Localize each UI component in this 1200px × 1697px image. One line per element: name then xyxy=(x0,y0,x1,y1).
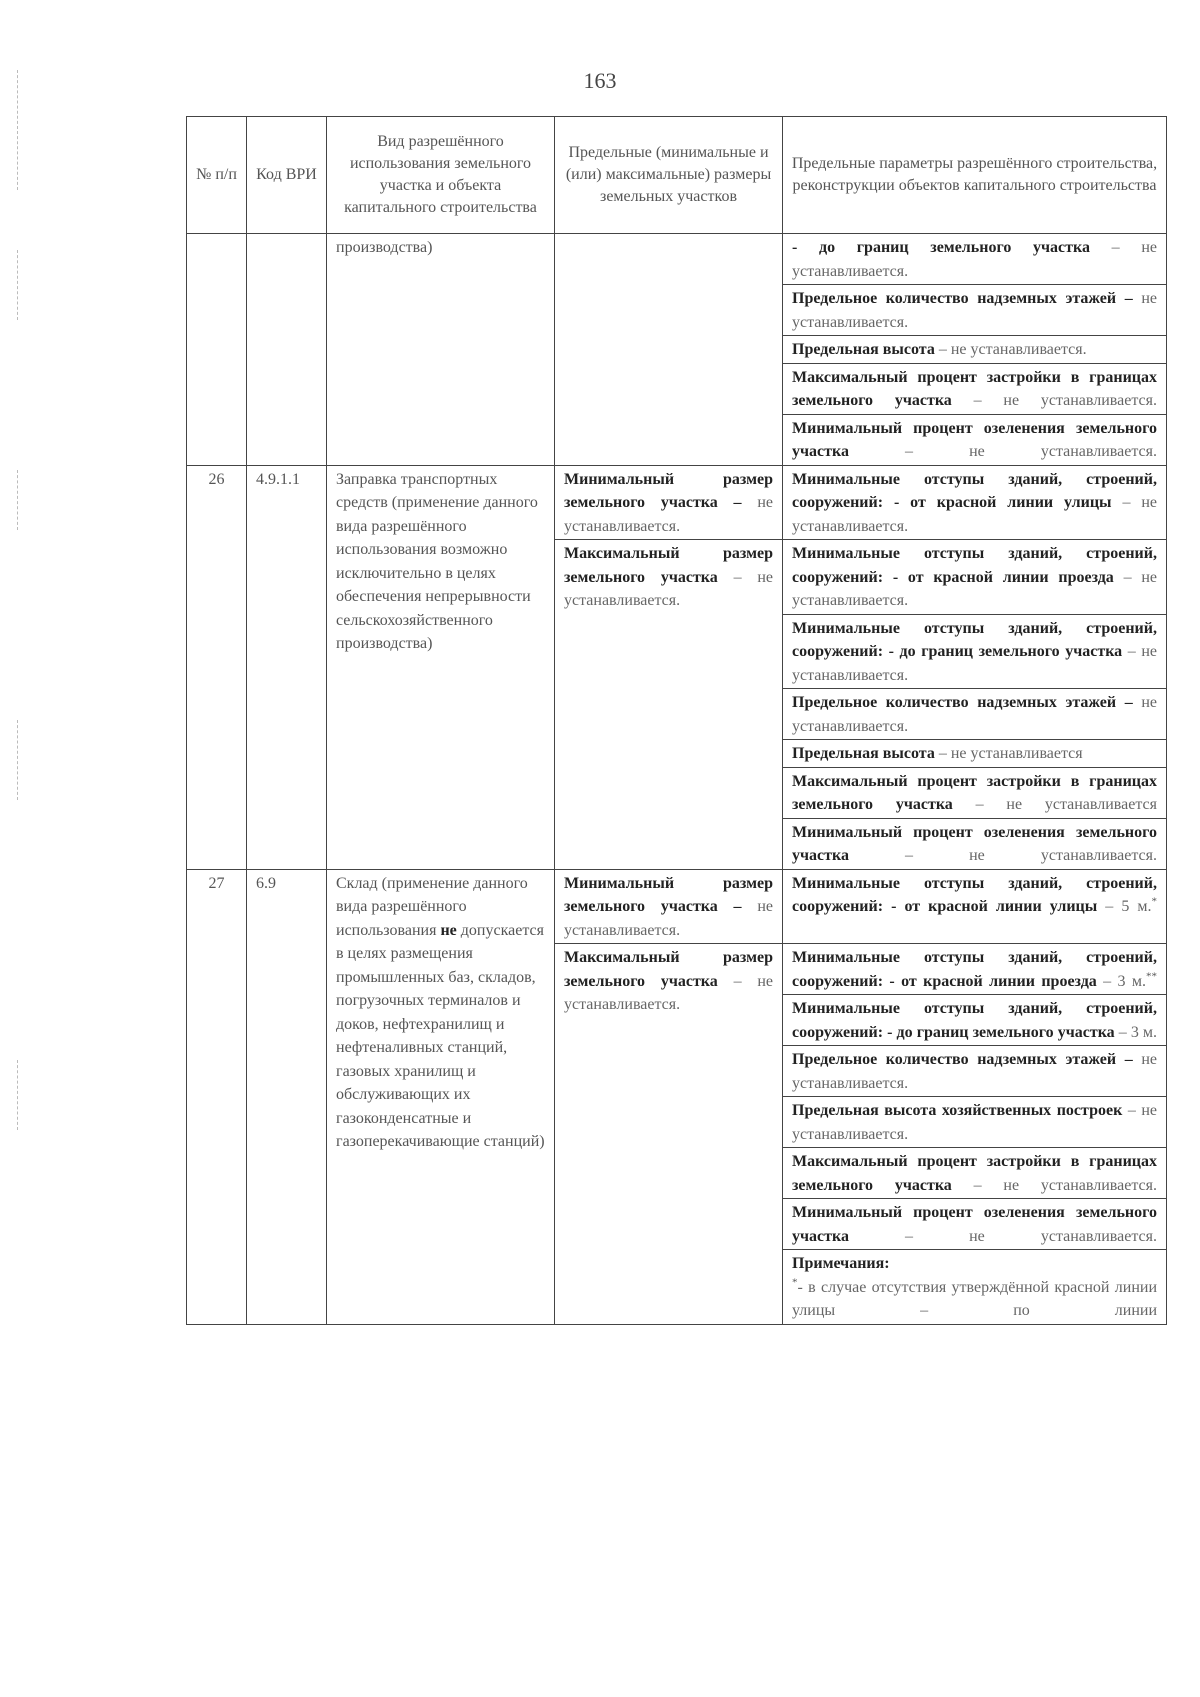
notes-title: Примечания: xyxy=(792,1255,890,1272)
cont-code xyxy=(247,234,327,466)
param-cell: Минимальные отступы зданий, строений, сооружений: - от красной линии улицы – 5 м.* xyxy=(783,869,1167,944)
row26-kind: Заправка транспортных средств (применение данного вида разрешённого использования возможно исключительно в целях обеспечения непрерывности сельскохозяйственного производства) xyxy=(327,465,555,869)
row26-num: 26 xyxy=(187,465,247,869)
param-cell: Предельное количество надземных этажей – не устанавливается. xyxy=(783,689,1167,740)
param-cell: Предельное количество надземных этажей – не устанавливается. xyxy=(783,285,1167,336)
header-kind: Вид разрешённого использования земельного участка и объекта капитального строительства xyxy=(327,117,555,234)
param-cell: Максимальный процент застройки в границах земельного участка – не устанавливается. xyxy=(783,363,1167,414)
scan-margin-mark xyxy=(17,250,18,320)
param-cell: Минимальный процент озеленения земельного участка – не устанавливается. xyxy=(783,1199,1167,1250)
param-cell: Максимальный процент застройки в границах земельного участка – не устанавливается. xyxy=(783,1148,1167,1199)
param-cell: Предельная высота хозяйственных построек – не устанавливается. xyxy=(783,1097,1167,1148)
param-cell: Минимальный процент озеленения земельного участка – не устанавливается. xyxy=(783,818,1167,869)
param-cell: - до границ земельного участка – не устанавливается. xyxy=(783,234,1167,285)
scan-margin-mark xyxy=(17,1060,18,1130)
scan-margin-mark xyxy=(17,70,18,190)
header-params: Предельные параметры разрешённого строительства, реконструкции объектов капитального строительства xyxy=(783,117,1167,234)
row26-size-max: Максимальный размер земельного участка – не устанавливается. xyxy=(555,540,783,870)
header-num: № п/п xyxy=(187,117,247,234)
row27-size-min: Минимальный размер земельного участка – не устанавливается. xyxy=(555,869,783,944)
table-row xyxy=(187,234,1167,285)
regulations-table xyxy=(186,116,1167,1325)
table-row xyxy=(187,869,1167,944)
row26-size-min: Минимальный размер земельного участка – не устанавливается. xyxy=(555,465,783,540)
scan-margin-mark xyxy=(17,470,18,530)
param-cell: Предельная высота – не устанавливается xyxy=(783,740,1167,768)
notes-text: - в случае отсутствия утверждённой красной линии улицы – по линии xyxy=(792,1278,1157,1319)
header-code: Код ВРИ xyxy=(247,117,327,234)
param-cell: Максимальный процент застройки в границах земельного участка – не устанавливается xyxy=(783,767,1167,818)
param-cell: Минимальные отступы зданий, строений, сооружений: - от красной линии проезда – не устанавливается. xyxy=(783,540,1167,615)
param-cell: Минимальные отступы зданий, строений, сооружений: - от красной линии улицы – не устанавливается. xyxy=(783,465,1167,540)
table-header-row xyxy=(187,117,1167,234)
notes-cell: Примечания: *- в случае отсутствия утверждённой красной линии улицы – по линии xyxy=(783,1250,1167,1325)
cont-sizes xyxy=(555,234,783,466)
row27-kind: Склад (применение данного вида разрешённого использования не допускается в целях размещения промышленных баз, складов, погрузочных терминалов и доков, нефтехранилищ и нефтеналивных станций, газовых хранилищ и обслуживающих их газоконденсатные и газоперекачивающие станций) xyxy=(327,869,555,1324)
param-cell: Минимальные отступы зданий, строений, сооружений: - до границ земельного участка – не устанавливается. xyxy=(783,614,1167,689)
cont-num xyxy=(187,234,247,466)
row27-num: 27 xyxy=(187,869,247,1324)
row26-code: 4.9.1.1 xyxy=(247,465,327,869)
param-cell: Минимальные отступы зданий, строений, сооружений: - от красной линии проезда – 3 м.** xyxy=(783,944,1167,995)
param-cell: Предельное количество надземных этажей – не устанавливается. xyxy=(783,1046,1167,1097)
scan-margin-mark xyxy=(17,720,18,800)
row27-size-max: Максимальный размер земельного участка – не устанавливается. xyxy=(555,944,783,1325)
param-cell: Предельная высота – не устанавливается. xyxy=(783,336,1167,364)
table-row xyxy=(187,465,1167,540)
header-sizes: Предельные (минимальные и (или) максимальные) размеры земельных участков xyxy=(555,117,783,234)
cont-kind: производства) xyxy=(327,234,555,466)
row27-code: 6.9 xyxy=(247,869,327,1324)
param-cell: Минимальные отступы зданий, строений, сооружений: - до границ земельного участка – 3 м. xyxy=(783,995,1167,1046)
param-cell: Минимальный процент озеленения земельного участка – не устанавливается. xyxy=(783,414,1167,465)
page-number: 163 xyxy=(583,68,617,93)
